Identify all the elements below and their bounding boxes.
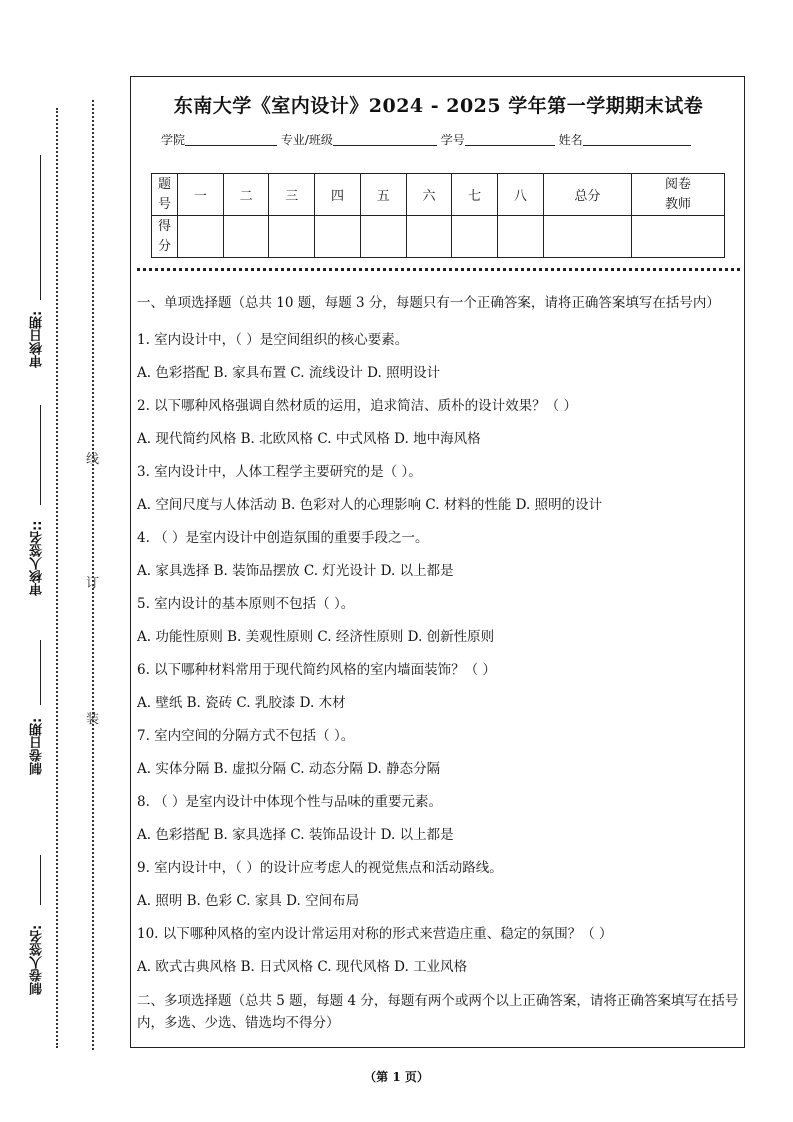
score-cell[interactable]: [498, 216, 544, 258]
exam-frame: [130, 76, 745, 1048]
col-7: 七: [452, 174, 498, 216]
score-table: [151, 173, 725, 258]
question-6: 6. 以下哪种材料常用于现代简约风格的室内墙面装饰？（ ）: [137, 662, 496, 678]
options-5: A. 功能性原则 B. 美观性原则 C. 经济性原则 D. 创新性原则: [137, 629, 495, 645]
col-2: 二: [223, 174, 269, 216]
major-label: 专业/班级: [280, 133, 333, 147]
col-total: 总分: [543, 174, 631, 216]
name-label: 姓名: [558, 133, 583, 147]
options-9: A. 照明 B. 色彩 C. 家具 D. 空间布局: [137, 893, 360, 909]
score-cell[interactable]: [632, 216, 725, 258]
college-label: 学院: [161, 133, 186, 147]
score-cell[interactable]: [315, 216, 361, 258]
dotted-separator: [137, 268, 740, 271]
col-3: 三: [269, 174, 315, 216]
header-label: 题 号: [157, 176, 171, 212]
review-date-label: 审核日期:: [30, 310, 45, 368]
review-date-line: [40, 155, 41, 300]
header-label-cell: [152, 174, 178, 216]
prep-date-label: 制卷日期:: [30, 717, 45, 775]
score-cell[interactable]: [360, 216, 406, 258]
prep-sign-line: [40, 855, 41, 905]
question-7: 7. 室内空间的分隔方式不包括（ ）。: [137, 728, 355, 744]
prep-sign-label: 制卷人签名:: [30, 924, 45, 995]
binding-char-xian: 线: [86, 452, 100, 467]
options-8: A. 色彩搭配 B. 家具选择 C. 装饰品设计 D. 以上都是: [137, 827, 454, 843]
reviewer-sign-line: [40, 405, 41, 505]
prep-date-line: [40, 640, 41, 705]
options-3: A. 空间尺度与人体活动 B. 色彩对人的心理影响 C. 材料的性能 D. 照明的设计: [137, 497, 603, 513]
question-4: 4. （ ）是室内设计中创造氛围的重要手段之一。: [137, 530, 429, 546]
question-3: 3. 室内设计中，人体工程学主要研究的是（ ）。: [137, 464, 422, 480]
score-cell[interactable]: [406, 216, 452, 258]
col-8: 八: [498, 174, 544, 216]
question-2: 2. 以下哪种风格强调自然材质的运用，追求简洁、质朴的设计效果？（ ）: [137, 398, 577, 414]
student-info-row: [161, 131, 691, 148]
question-5: 5. 室内设计的基本原则不包括（ ）。: [137, 596, 355, 612]
section-2-heading: 二、多项选择题（总共 5 题，每题 4 分，每题有两个或两个以上正确答案，请将正确答案填写在括号内，多选、少选、错选均不得分）: [137, 993, 739, 1031]
exam-content: [137, 292, 741, 1034]
section-1-heading: 一、单项选择题（总共 10 题，每题 3 分，每题只有一个正确答案，请将正确答案填写在括号内）: [137, 295, 720, 311]
options-4: A. 家具选择 B. 装饰品摆放 C. 灯光设计 D. 以上都是: [137, 563, 454, 579]
score-label: 得 分: [157, 218, 171, 254]
score-table-header-row: [152, 174, 725, 216]
options-1: A. 色彩搭配 B. 家具布置 C. 流线设计 D. 照明设计: [137, 365, 441, 381]
name-field[interactable]: [583, 133, 691, 146]
reviewer-sign-label: 审核人签名::: [30, 520, 45, 596]
score-cell[interactable]: [543, 216, 631, 258]
col-4: 四: [315, 174, 361, 216]
question-1: 1. 室内设计中，（ ）是空间组织的核心要素。: [137, 332, 409, 348]
score-cell[interactable]: [452, 216, 498, 258]
exam-title: 东南大学《室内设计》2024 - 2025 学年第一学期期末试卷: [173, 95, 704, 117]
student-id-label: 学号: [440, 133, 465, 147]
question-8: 8. （ ）是室内设计中体现个性与品味的重要元素。: [137, 794, 442, 810]
options-6: A. 壁纸 B. 瓷砖 C. 乳胶漆 D. 木材: [137, 695, 346, 711]
college-field[interactable]: [185, 133, 277, 146]
binding-dotted-line-outer: [56, 108, 58, 1048]
question-9: 9. 室内设计中，（ ）的设计应考虑人的视觉焦点和活动路线。: [137, 860, 503, 876]
score-cell[interactable]: [269, 216, 315, 258]
options-2: A. 现代简约风格 B. 北欧风格 C. 中式风格 D. 地中海风格: [137, 431, 481, 447]
score-cell[interactable]: [223, 216, 269, 258]
major-field[interactable]: [333, 133, 437, 146]
col-1: 一: [178, 174, 224, 216]
col-6: 六: [406, 174, 452, 216]
col-5: 五: [360, 174, 406, 216]
score-cell[interactable]: [178, 216, 224, 258]
page-number: （第 1 页）: [364, 1070, 429, 1084]
options-7: A. 实体分隔 B. 虚拟分隔 C. 动态分隔 D. 静态分隔: [137, 761, 441, 777]
score-table-score-row: [152, 216, 725, 258]
binding-char-ding: 订: [86, 576, 100, 591]
score-label-cell: [152, 216, 178, 258]
question-10: 10. 以下哪种风格的室内设计常运用对称的形式来营造庄重、稳定的氛围？（ ）: [137, 926, 613, 942]
student-id-field[interactable]: [465, 133, 555, 146]
binding-char-zhuang: 装: [86, 712, 100, 727]
col-grader: 阅卷 教师: [632, 174, 725, 216]
options-10: A. 欧式古典风格 B. 日式风格 C. 现代风格 D. 工业风格: [137, 959, 468, 975]
